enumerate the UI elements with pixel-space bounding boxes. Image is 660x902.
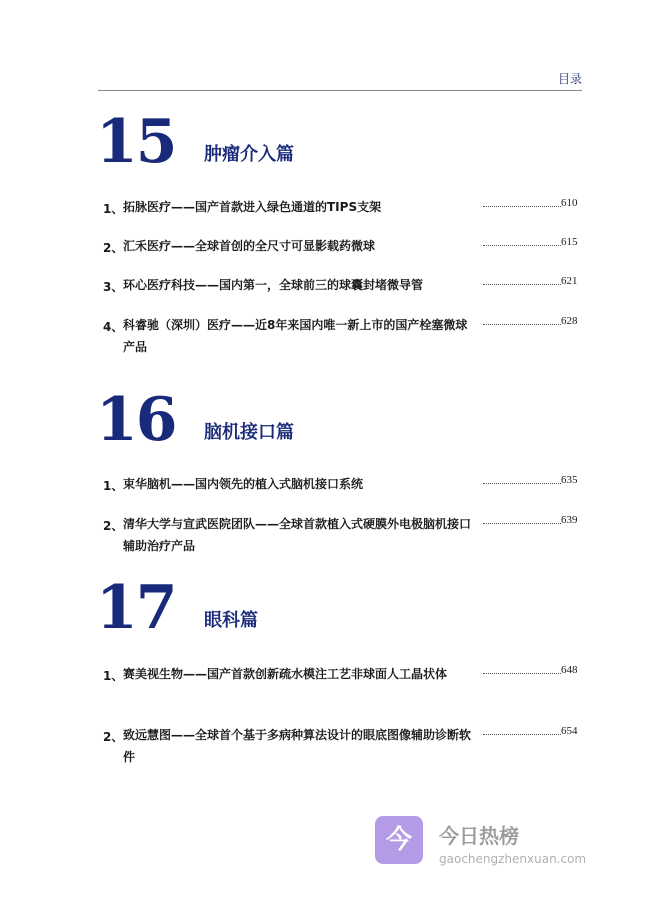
entry-page-number: 621 — [561, 275, 578, 287]
entry-number: 3、 — [103, 280, 124, 294]
header-divider — [98, 90, 582, 91]
entry-number: 2、 — [103, 519, 124, 533]
entry-page-number: 654 — [561, 725, 578, 737]
entry-title: 致远慧图——全球首个基于多病种算法设计的眼底图像辅助诊断软件 — [123, 728, 472, 764]
section-number: 15 — [96, 107, 176, 177]
watermark-title: 今日热榜 — [439, 824, 519, 848]
leader-dots — [483, 278, 561, 285]
entry-title: 清华大学与宣武医院团队——全球首款植入式硬膜外电极脑机接口辅助治疗产品 — [123, 517, 472, 553]
entry-title: 赛美视生物——国产首款创新疏水模注工艺非球面人工晶状体 — [123, 667, 448, 681]
entry-number: 1、 — [103, 669, 124, 683]
watermark-subtitle: gaochengzhenxuan.com — [439, 852, 587, 866]
entry-page-number: 648 — [561, 664, 578, 676]
leader-dots — [483, 667, 561, 674]
entry-title: 汇禾医疗——全球首创的全尺寸可显影载药微球 — [123, 239, 376, 253]
entry-title: 束华脑机——国内领先的植入式脑机接口系统 — [123, 477, 364, 491]
entry-number: 2、 — [103, 730, 124, 744]
entry-page-number: 615 — [561, 236, 578, 248]
entry-page-number: 628 — [561, 315, 578, 327]
section-title: 肿瘤介入篇 — [204, 144, 294, 165]
today-hot-logo-icon: 今 — [375, 816, 423, 864]
section-16 — [0, 385, 660, 458]
toc-header-label: 目录 — [557, 72, 582, 86]
entry-number: 1、 — [103, 479, 124, 493]
leader-dots — [483, 517, 561, 524]
entry-number: 4、 — [103, 320, 124, 334]
entry-page-number: 610 — [561, 197, 578, 209]
leader-dots — [483, 318, 561, 325]
entry-page-number: 635 — [561, 474, 578, 486]
entry-page-number: 639 — [561, 514, 578, 526]
leader-dots — [483, 200, 561, 207]
section-number: 17 — [96, 573, 176, 643]
leader-dots — [483, 728, 561, 735]
section-title: 眼科篇 — [204, 610, 258, 631]
entry-title: 科睿驰（深圳）医疗——近8年来国内唯一新上市的国产栓塞微球产品 — [123, 318, 468, 354]
section-17 — [0, 573, 660, 646]
section-number: 16 — [96, 385, 176, 455]
entry-title: 环心医疗科技——国内第一，全球前三的球囊封堵微导管 — [123, 278, 424, 292]
entry-number: 2、 — [103, 241, 124, 255]
section-title: 脑机接口篇 — [204, 422, 294, 443]
section-15 — [0, 107, 660, 180]
leader-dots — [483, 239, 561, 246]
entry-number: 1、 — [103, 202, 124, 216]
entry-title: 拓脉医疗——国产首款进入绿色通道的TIPS支架 — [123, 200, 382, 214]
leader-dots — [483, 477, 561, 484]
